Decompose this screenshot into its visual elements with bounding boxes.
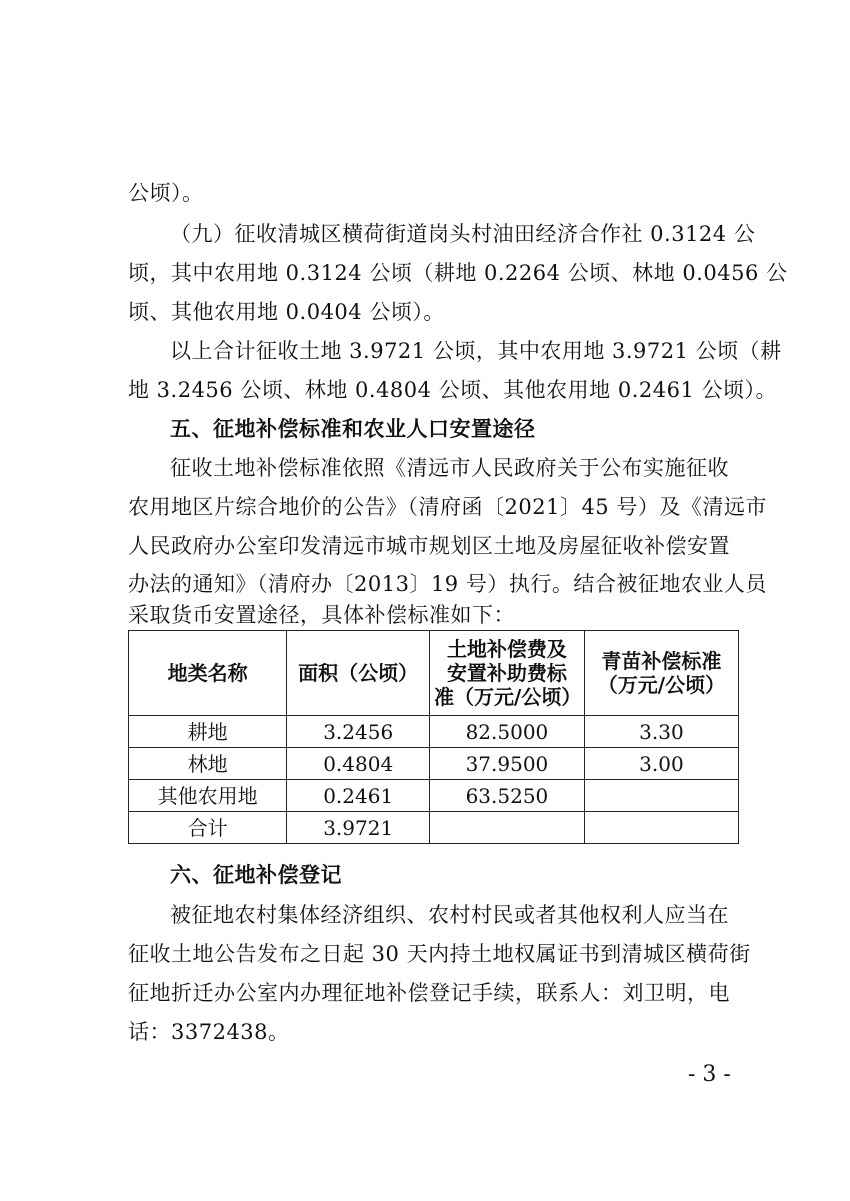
section-heading-5: 五、征地补偿标准和农业人口安置途径 — [170, 417, 536, 441]
page-number: - 3 - — [688, 1062, 731, 1087]
cell-crop: 3.00 — [584, 748, 738, 780]
cell-area: 0.2461 — [287, 780, 430, 812]
cell-area: 3.9721 — [287, 812, 430, 844]
header-compensation-line1: 土地补偿费及 — [446, 637, 567, 661]
cell-compensation: 37.9500 — [430, 748, 585, 780]
text-line: （九）征收清城区横荷街道岗头村油田经济合作社 0.3124 公 — [170, 222, 756, 246]
header-crop-line1: 青苗补偿标准 — [601, 649, 722, 673]
text-line: 征收土地补偿标准依照《清远市人民政府关于公布实施征收 — [170, 456, 729, 480]
header-compensation — [430, 631, 585, 716]
text-line: 以上合计征收土地 3.9721 公顷，其中农用地 3.9721 公顷（耕 — [170, 339, 782, 363]
header-compensation-line2: 安置补助费标 — [446, 661, 567, 685]
cell-land-type: 合计 — [129, 812, 287, 844]
cell-land-type: 其他农用地 — [129, 780, 287, 812]
header-area: 面积（公顷） — [287, 631, 430, 716]
table-row — [129, 716, 739, 748]
text-line: 采取货币安置途径，具体补偿标准如下： — [128, 603, 515, 627]
text-line: 话：3372438。 — [128, 1020, 290, 1044]
cell-compensation: 63.5250 — [430, 780, 585, 812]
header-land-type: 地类名称 — [129, 631, 287, 716]
cell-crop: 3.30 — [584, 716, 738, 748]
header-compensation-line3: 准（万元/公顷） — [434, 685, 582, 709]
text-line: 地 3.2456 公顷、林地 0.4804 公顷、其他农用地 0.2461 公顷）。 — [128, 378, 777, 402]
cell-area: 0.4804 — [287, 748, 430, 780]
cell-compensation — [430, 812, 585, 844]
text-line: 顷、其他农用地 0.0404 公顷）。 — [128, 300, 445, 324]
table-row — [129, 780, 739, 812]
text-line: 被征地农村集体经济组织、农村村民或者其他权利人应当在 — [170, 903, 729, 927]
compensation-table — [128, 630, 739, 844]
text-line: 顷，其中农用地 0.3124 公顷（耕地 0.2264 公顷、林地 0.0456 公 — [128, 261, 788, 285]
text-line: 农用地区片综合地价的公告》（清府函〔2021〕45 号）及《清远市 — [128, 495, 767, 519]
header-crop-line2: （万元/公顷） — [597, 673, 726, 697]
table-row — [129, 748, 739, 780]
cell-land-type: 耕地 — [129, 716, 287, 748]
text-line: 人民政府办公室印发清远市城市规划区土地及房屋征收补偿安置 — [128, 534, 730, 558]
header-crop-compensation — [584, 631, 738, 716]
text-line: 征收土地公告发布之日起 30 天内持土地权属证书到清城区横荷街 — [128, 942, 751, 966]
cell-compensation: 82.5000 — [430, 716, 585, 748]
cell-crop — [584, 812, 738, 844]
table-row-total — [129, 812, 739, 844]
cell-land-type: 林地 — [129, 748, 287, 780]
cell-area: 3.2456 — [287, 716, 430, 748]
cell-crop — [584, 780, 738, 812]
text-line: 征地折迁办公室内办理征地补偿登记手续，联系人：刘卫明，电 — [128, 981, 730, 1005]
text-line: 办法的通知》（清府办〔2013〕19 号）执行。结合被征地农业人员 — [128, 572, 767, 596]
section-heading-6: 六、征地补偿登记 — [170, 863, 342, 887]
text-line: 公顷）。 — [128, 181, 204, 205]
table-header-row — [129, 631, 739, 716]
